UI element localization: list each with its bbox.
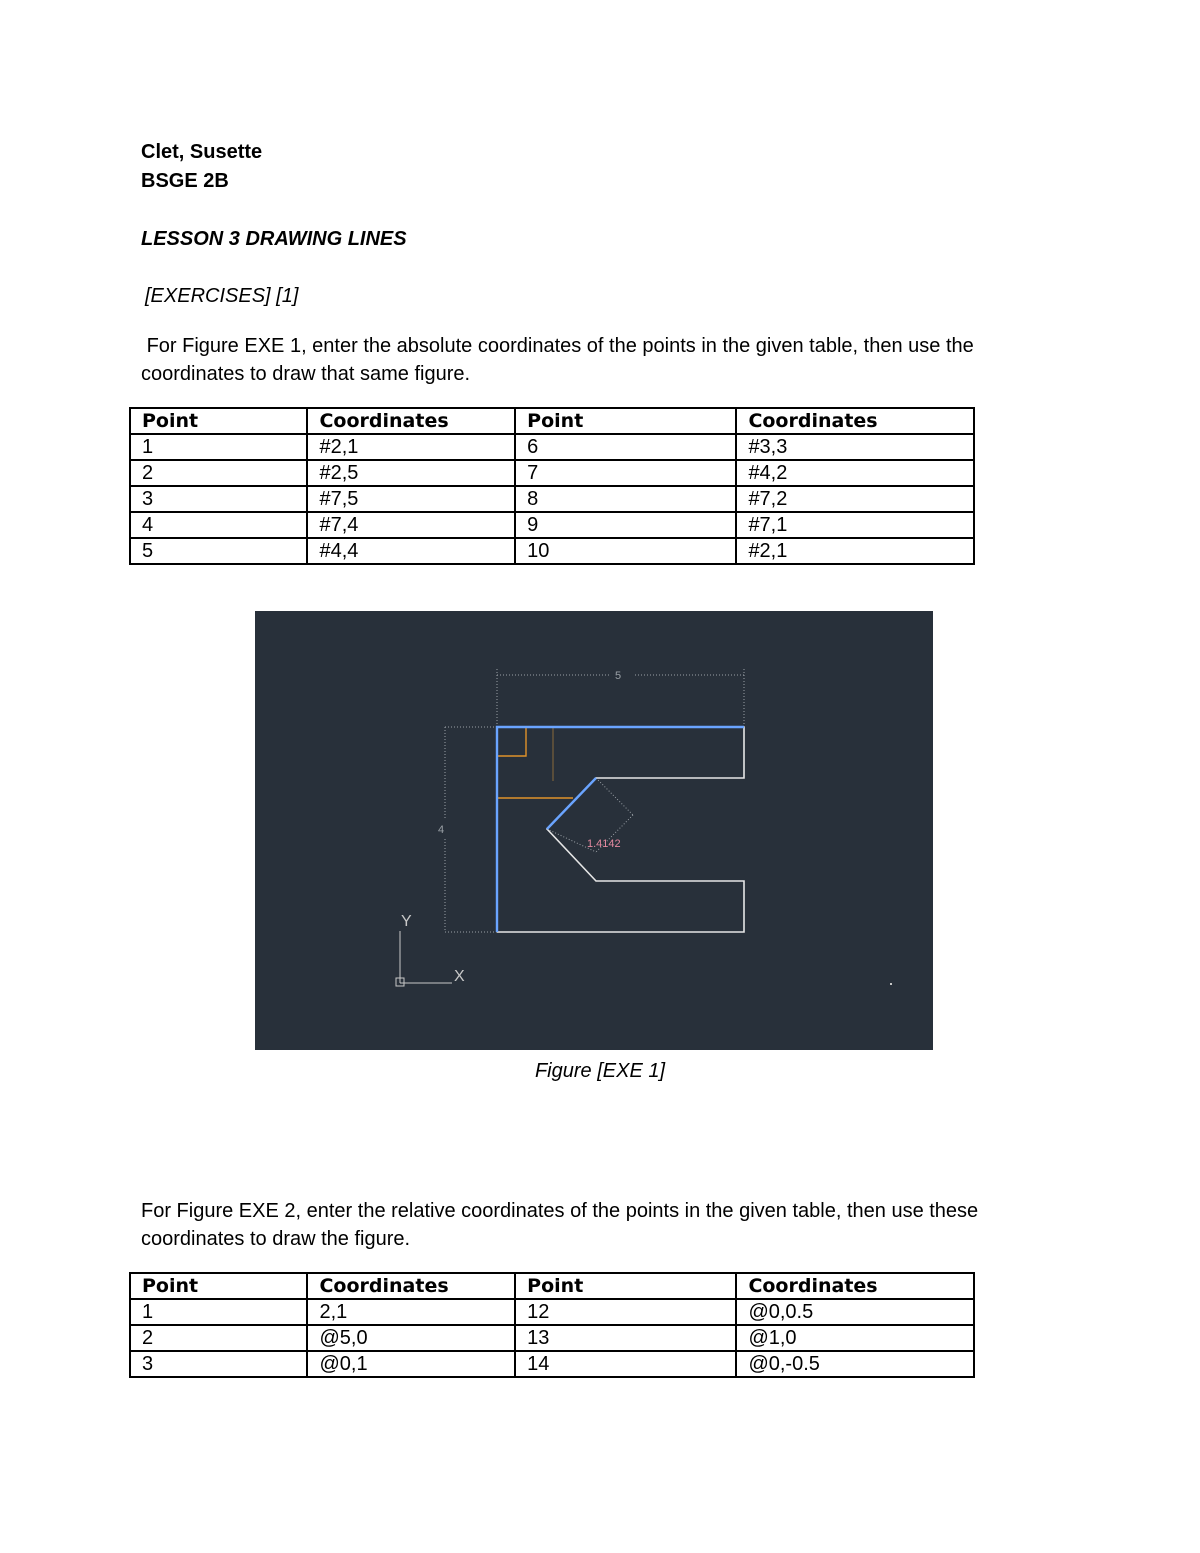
table-cell: @1,0	[736, 1325, 974, 1351]
exercise1-coordinates-table	[129, 407, 975, 565]
table-cell: #4,2	[736, 460, 974, 486]
table-cell: 3	[130, 486, 307, 512]
ucs-icon	[396, 931, 452, 986]
table-cell: 10	[515, 538, 736, 564]
table-cell: #3,3	[736, 434, 974, 460]
table-row	[130, 460, 974, 486]
exercise2-coordinates-table	[129, 1272, 975, 1378]
table-cell: #2,1	[307, 434, 515, 460]
table-cell: #7,5	[307, 486, 515, 512]
table-row	[130, 1325, 974, 1351]
figure-caption: Figure [EXE 1]	[534, 1060, 666, 1082]
table-row	[130, 512, 974, 538]
header-cell: Point	[515, 1273, 736, 1299]
table-cell: 8	[515, 486, 736, 512]
header-cell: Coordinates	[736, 408, 974, 434]
cad-figure-svg	[255, 611, 933, 1050]
header-cell: Coordinates	[736, 1273, 974, 1299]
cad-drawing-viewport	[255, 611, 933, 1050]
vertical-dimension	[445, 727, 497, 932]
table-cell: 9	[515, 512, 736, 538]
axis-y-label: Y	[401, 913, 412, 930]
table-cell: 2,1	[307, 1299, 515, 1325]
table-cell: 2	[130, 1325, 307, 1351]
table-cell: 2	[130, 460, 307, 486]
axis-x-label: X	[454, 968, 465, 985]
exercise2-instruction: For Figure EXE 2, enter the relative coordinates of the points in the given table, then use these coordinates to draw the figure.	[141, 1200, 979, 1250]
header-cell: Point	[130, 1273, 307, 1299]
table-row	[130, 538, 974, 564]
table-cell: @0,1	[307, 1351, 515, 1377]
header-cell: Coordinates	[307, 1273, 515, 1299]
table-cell: 4	[130, 512, 307, 538]
header-cell: Point	[515, 408, 736, 434]
table-cell: 3	[130, 1351, 307, 1377]
table-cell: 1	[130, 1299, 307, 1325]
table-row	[130, 1351, 974, 1377]
table-row	[130, 486, 974, 512]
construction-lines	[497, 727, 573, 798]
table-cell: 7	[515, 460, 736, 486]
student-name: Clet, Susette	[141, 141, 263, 163]
dimension-vertical-label: 4	[438, 824, 445, 836]
dimension-diagonal-label: 1.4142	[587, 838, 621, 850]
dimension-horizontal-label: 5	[615, 670, 622, 682]
table-row	[130, 434, 974, 460]
exercises-label: [EXERCISES] [1]	[145, 285, 299, 307]
exercise1-instruction: For Figure EXE 1, enter the absolute coordinates of the points in the given table, then use the coordinates to draw that same figure.	[141, 335, 974, 385]
student-section: BSGE 2B	[141, 170, 229, 192]
highlighted-segments	[497, 727, 744, 932]
table-cell: #2,1	[736, 538, 974, 564]
header-cell: Point	[130, 408, 307, 434]
header-cell: Coordinates	[307, 408, 515, 434]
table-cell: #4,4	[307, 538, 515, 564]
lesson-title: LESSON 3 DRAWING LINES	[141, 228, 407, 250]
table-cell: #2,5	[307, 460, 515, 486]
table-header-row	[130, 1273, 974, 1299]
table-cell: #7,4	[307, 512, 515, 538]
table-row	[130, 1299, 974, 1325]
table-cell: @0,-0.5	[736, 1351, 974, 1377]
table-header-row	[130, 408, 974, 434]
table-cell: 5	[130, 538, 307, 564]
table-cell: 1	[130, 434, 307, 460]
highlighted-diagonal	[547, 778, 596, 829]
table-cell: 14	[515, 1351, 736, 1377]
table-cell: @0,0.5	[736, 1299, 974, 1325]
table-cell: 12	[515, 1299, 736, 1325]
table-cell: #7,2	[736, 486, 974, 512]
shape-outline	[497, 727, 744, 932]
table-cell: @5,0	[307, 1325, 515, 1351]
table-cell: 6	[515, 434, 736, 460]
table-cell: 13	[515, 1325, 736, 1351]
cursor-dot	[890, 983, 892, 985]
table-cell: #7,1	[736, 512, 974, 538]
